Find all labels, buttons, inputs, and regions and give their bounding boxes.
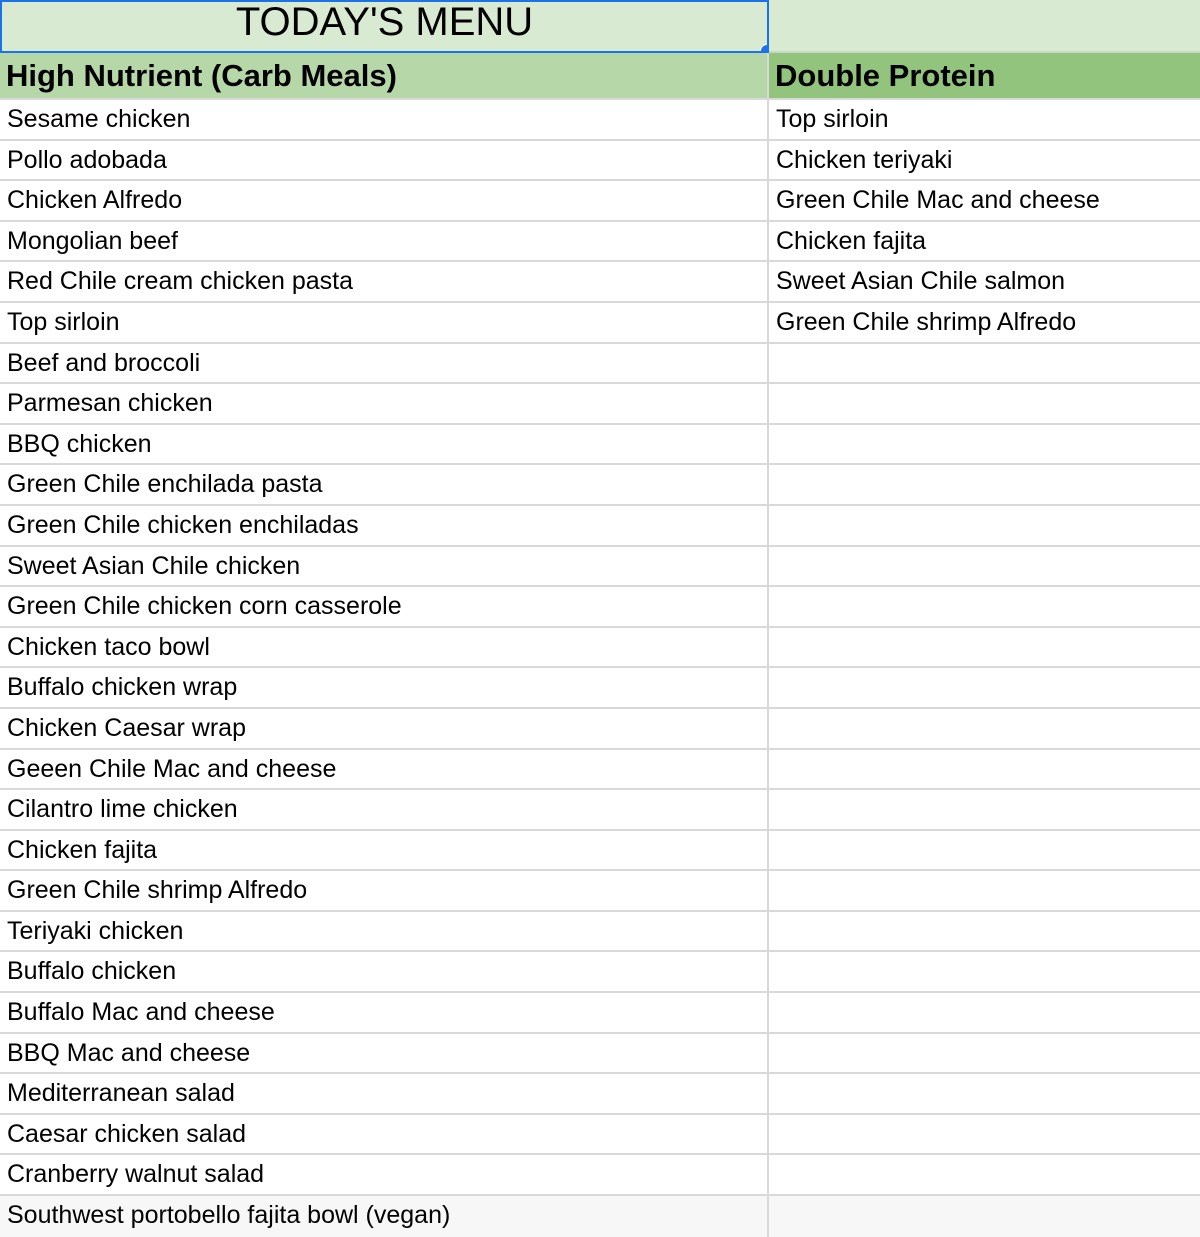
menu-cell-protein[interactable]: [769, 668, 1200, 709]
title-cell-empty[interactable]: [769, 0, 1200, 53]
menu-cell-carb[interactable]: Sesame chicken: [0, 100, 769, 141]
menu-cell-protein[interactable]: [769, 871, 1200, 912]
menu-title: TODAY'S MENU: [235, 0, 534, 44]
table-row: [0, 1196, 1200, 1237]
menu-cell-protein[interactable]: [769, 587, 1200, 628]
table-row: [0, 912, 1200, 953]
table-row: [0, 262, 1200, 303]
menu-cell-carb[interactable]: Sweet Asian Chile chicken: [0, 547, 769, 588]
table-row: [0, 303, 1200, 344]
menu-cell-carb[interactable]: BBQ chicken: [0, 425, 769, 466]
menu-cell-protein[interactable]: Top sirloin: [769, 100, 1200, 141]
menu-cell-protein[interactable]: [769, 465, 1200, 506]
menu-cell-carb[interactable]: Green Chile shrimp Alfredo: [0, 871, 769, 912]
menu-cell-carb[interactable]: Cranberry walnut salad: [0, 1155, 769, 1196]
menu-cell-protein[interactable]: [769, 790, 1200, 831]
menu-cell-carb[interactable]: Beef and broccoli: [0, 344, 769, 385]
table-row: [0, 141, 1200, 182]
menu-cell-carb[interactable]: Red Chile cream chicken pasta: [0, 262, 769, 303]
table-row: [0, 790, 1200, 831]
table-row: [0, 993, 1200, 1034]
table-row: [0, 1155, 1200, 1196]
menu-cell-carb[interactable]: Mediterranean salad: [0, 1074, 769, 1115]
table-row: [0, 344, 1200, 385]
menu-cell-carb[interactable]: Parmesan chicken: [0, 384, 769, 425]
menu-cell-carb[interactable]: Southwest portobello fajita bowl (vegan): [0, 1196, 769, 1237]
menu-cell-protein[interactable]: [769, 1155, 1200, 1196]
menu-cell-carb[interactable]: Teriyaki chicken: [0, 912, 769, 953]
menu-cell-carb[interactable]: Chicken Caesar wrap: [0, 709, 769, 750]
menu-cell-protein[interactable]: Sweet Asian Chile salmon: [769, 262, 1200, 303]
title-cell-selected[interactable]: [0, 0, 769, 53]
menu-cell-carb[interactable]: Chicken Alfredo: [0, 181, 769, 222]
table-row: [0, 952, 1200, 993]
menu-cell-carb[interactable]: Chicken taco bowl: [0, 628, 769, 669]
menu-cell-carb[interactable]: Green Chile chicken corn casserole: [0, 587, 769, 628]
menu-cell-carb[interactable]: BBQ Mac and cheese: [0, 1034, 769, 1075]
menu-cell-protein[interactable]: [769, 344, 1200, 385]
menu-cell-carb[interactable]: Buffalo chicken wrap: [0, 668, 769, 709]
header-cell-high-nutrient[interactable]: High Nutrient (Carb Meals): [0, 53, 769, 100]
menu-cell-protein[interactable]: Green Chile shrimp Alfredo: [769, 303, 1200, 344]
menu-cell-carb[interactable]: Buffalo chicken: [0, 952, 769, 993]
title-row: [0, 0, 1200, 53]
menu-cell-carb[interactable]: Pollo adobada: [0, 141, 769, 182]
menu-cell-protein[interactable]: [769, 425, 1200, 466]
menu-cell-protein[interactable]: Chicken fajita: [769, 222, 1200, 263]
menu-cell-protein[interactable]: [769, 384, 1200, 425]
table-row: [0, 871, 1200, 912]
table-row: [0, 547, 1200, 588]
table-row: [0, 1074, 1200, 1115]
table-row: [0, 750, 1200, 791]
menu-cell-protein[interactable]: [769, 1196, 1200, 1237]
menu-cell-protein[interactable]: Chicken teriyaki: [769, 141, 1200, 182]
menu-cell-carb[interactable]: Cilantro lime chicken: [0, 790, 769, 831]
table-row: [0, 1115, 1200, 1156]
menu-cell-protein[interactable]: [769, 506, 1200, 547]
table-row: [0, 506, 1200, 547]
menu-cell-protein[interactable]: [769, 547, 1200, 588]
menu-cell-protein[interactable]: [769, 750, 1200, 791]
menu-cell-protein[interactable]: [769, 628, 1200, 669]
menu-cell-protein[interactable]: [769, 1034, 1200, 1075]
table-row: [0, 100, 1200, 141]
header-row: [0, 53, 1200, 100]
table-row: [0, 465, 1200, 506]
menu-cell-carb[interactable]: Green Chile enchilada pasta: [0, 465, 769, 506]
table-row: [0, 1034, 1200, 1075]
menu-cell-protein[interactable]: [769, 952, 1200, 993]
menu-cell-carb[interactable]: Mongolian beef: [0, 222, 769, 263]
table-row: [0, 222, 1200, 263]
table-row: [0, 668, 1200, 709]
menu-cell-protein[interactable]: [769, 709, 1200, 750]
table-row: [0, 831, 1200, 872]
menu-cell-protein[interactable]: Green Chile Mac and cheese: [769, 181, 1200, 222]
menu-cell-carb[interactable]: Caesar chicken salad: [0, 1115, 769, 1156]
menu-cell-carb[interactable]: Green Chile chicken enchiladas: [0, 506, 769, 547]
table-row: [0, 425, 1200, 466]
menu-cell-protein[interactable]: [769, 1115, 1200, 1156]
menu-cell-carb[interactable]: Geeen Chile Mac and cheese: [0, 750, 769, 791]
menu-cell-carb[interactable]: Chicken fajita: [0, 831, 769, 872]
table-row: [0, 587, 1200, 628]
table-row: [0, 181, 1200, 222]
menu-cell-protein[interactable]: [769, 1074, 1200, 1115]
data-rows: [0, 100, 1200, 1237]
header-cell-double-protein[interactable]: Double Protein: [769, 53, 1200, 100]
menu-cell-protein[interactable]: [769, 912, 1200, 953]
menu-cell-protein[interactable]: [769, 831, 1200, 872]
table-row: [0, 384, 1200, 425]
table-row: [0, 628, 1200, 669]
menu-cell-carb[interactable]: Top sirloin: [0, 303, 769, 344]
menu-cell-protein[interactable]: [769, 993, 1200, 1034]
selection-fill-handle[interactable]: [760, 44, 769, 53]
menu-cell-carb[interactable]: Buffalo Mac and cheese: [0, 993, 769, 1034]
table-row: [0, 709, 1200, 750]
